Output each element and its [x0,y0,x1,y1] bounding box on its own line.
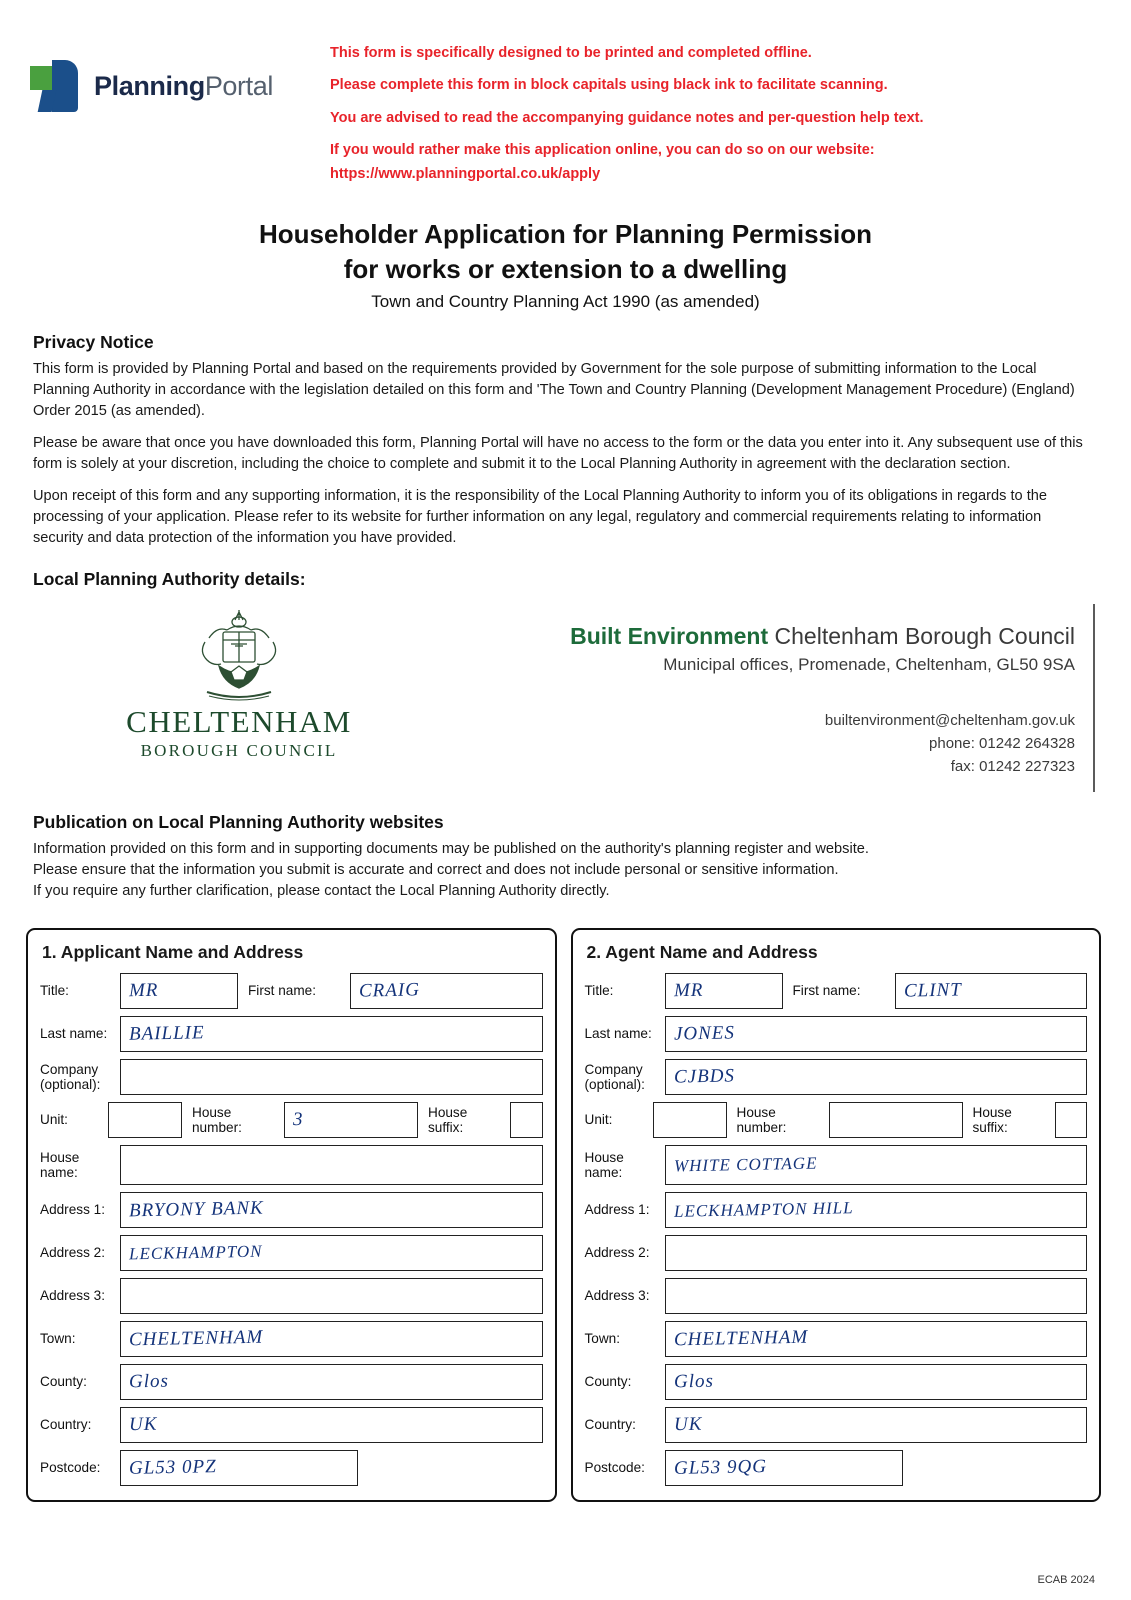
agent-house-number-input[interactable] [829,1102,963,1138]
agent-company-label [585,1062,665,1092]
agent-section [571,928,1102,1502]
applicant-postcode-row [40,1450,543,1486]
agent-postcode-row [585,1450,1088,1486]
agent-address1-label: Address 1: [584,1202,650,1218]
agent-county-label: County: [584,1374,632,1390]
notice-url[interactable]: https://www.planningportal.co.uk/apply [330,165,601,182]
lpa-phone: phone: 01242 264328 [929,735,1075,753]
publication-heading: Publication on Local Planning Authority websites [33,812,444,833]
applicant-country-value: UK [128,1413,158,1436]
agent-house-name-row [585,1145,1088,1185]
house-name-label [40,1150,120,1180]
agent-unit-label: Unit: [584,1112,613,1128]
applicant-address2-value: LECKHAMPTON [128,1241,263,1264]
applicant-unit-input[interactable] [108,1102,182,1138]
agent-address3-label: Address 3: [584,1288,650,1304]
agent-town-row [585,1321,1088,1357]
applicant-address2-row [40,1235,543,1271]
agent-house-number-label-line2: number: [736,1120,787,1136]
applicant-company-input[interactable] [120,1059,543,1095]
brand-name-light: Portal [204,70,273,101]
agent-address2-label: Address 2: [584,1245,650,1261]
name-address-sections [0,928,1131,1502]
lpa-email[interactable]: builtenvironment@cheltenham.gov.uk [824,711,1075,729]
first-name-label: First name: [248,983,316,999]
agent-postcode-value: GL53 9QG [673,1456,767,1480]
privacy-notice-heading: Privacy Notice [33,332,154,353]
applicant-town-input[interactable] [120,1321,543,1357]
applicant-address1-row [40,1192,543,1228]
agent-country-row [585,1407,1088,1443]
agent-house-name-label-line1: House [584,1149,624,1165]
address3-label: Address 3: [40,1288,105,1304]
unit-label: Unit: [40,1112,68,1128]
agent-last-name-input[interactable] [665,1016,1088,1052]
house-number-label [182,1105,284,1135]
page-title [0,217,1131,286]
notice-line-4: If you would rather make this application online, you can do so on our website: [330,142,875,159]
applicant-house-name-input[interactable] [120,1145,543,1185]
agent-county-row [585,1364,1088,1400]
agent-last-name-row [585,1016,1088,1052]
applicant-first-name-input[interactable] [350,973,543,1009]
agent-title-value: MR [673,979,704,1002]
lpa-details-block [33,604,1095,792]
applicant-address2-input[interactable] [120,1235,543,1271]
document-footer-code: ECAB 2024 [1037,1574,1095,1586]
agent-county-input[interactable] [665,1364,1088,1400]
page-title-line-2: for works or extension to a dwelling [343,253,788,284]
privacy-paragraph-2: Please be aware that once you have downloaded this form, Planning Portal will have no access to the form or the data you enter into it. Any subsequent use of this form is solely at your discretion, including the choice to complete and submit it to the Local Planning Authority in agreement with the declaration section. [33,435,1083,473]
applicant-unit-row [40,1102,543,1138]
agent-house-suffix-label [963,1105,1055,1135]
applicant-country-row [40,1407,543,1443]
company-label-line2: (optional): [40,1077,101,1093]
planning-portal-logo-icon [30,60,82,112]
crest-council-name: CHELTENHAM [126,704,352,740]
agent-address1-row [585,1192,1088,1228]
lpa-fax: fax: 01242 227323 [950,758,1075,776]
agent-house-name-input[interactable] [665,1145,1088,1185]
agent-section-title: 2. Agent Name and Address [586,942,818,963]
notice-line-3: You are advised to read the accompanying guidance notes and per-question help text. [330,109,924,126]
agent-first-name-input[interactable] [895,973,1088,1009]
applicant-address1-value: BRYONY BANK [128,1197,264,1222]
crest-council-sub: BOROUGH COUNCIL [140,740,338,760]
publication-paragraph-3: If you require any further clarification, please contact the Local Planning Authority directly. [33,883,610,900]
agent-first-name-label: First name: [792,983,861,999]
page-title-line-1: Householder Application for Planning Permission [259,219,872,250]
agent-country-input[interactable] [665,1407,1088,1443]
agent-address2-row [585,1235,1088,1271]
applicant-title-row [40,973,543,1009]
agent-house-suffix-label-line2: suffix: [972,1120,1008,1136]
county-label: County: [40,1374,87,1390]
house-number-label-line2: number: [192,1120,242,1136]
house-suffix-label-line2: suffix: [428,1120,464,1136]
agent-country-value: UK [673,1413,703,1436]
applicant-house-number-value: 3 [292,1108,304,1131]
title-label: Title: [40,983,69,999]
applicant-last-name-input[interactable] [120,1016,543,1052]
agent-town-input[interactable] [665,1321,1088,1357]
agent-postcode-input[interactable] [665,1450,903,1486]
privacy-paragraph-1: This form is provided by Planning Portal and based on the requirements provided by Government for the sole purpose of submitting information to the Local Planning Authority in accordance with the legislation detailed on this form and 'The Town and Country Planning (Development Management Procedure) (England) Order 2015 (as amended). [33,361,1075,420]
agent-address2-input[interactable] [665,1235,1088,1271]
house-suffix-label [418,1105,510,1135]
page-subtitle-act: Town and Country Planning Act 1990 (as amended) [371,292,760,312]
applicant-house-suffix-input[interactable] [510,1102,543,1138]
lpa-department: Built Environment [570,623,769,650]
postcode-label: Postcode: [40,1460,101,1476]
country-label: Country: [40,1417,92,1433]
company-label [40,1062,120,1092]
agent-town-label: Town: [584,1331,621,1347]
agent-last-name-label: Last name: [584,1026,652,1042]
applicant-title-value: MR [128,979,159,1002]
applicant-postcode-value: GL53 0PZ [128,1456,217,1479]
applicant-address1-input[interactable] [120,1192,543,1228]
print-notice [330,38,1071,195]
address2-label: Address 2: [40,1245,105,1261]
agent-title-row [585,973,1088,1009]
applicant-house-number-input[interactable] [284,1102,418,1138]
document-body [0,332,1131,902]
applicant-section [26,928,557,1502]
agent-address3-input[interactable] [665,1278,1088,1314]
agent-company-label-line2: (optional): [584,1077,645,1093]
agent-house-name-value: WHITE COTTAGE [673,1153,818,1176]
house-name-label-line2: name: [40,1165,78,1181]
company-label-line1: Company [40,1061,99,1077]
agent-unit-input[interactable] [653,1102,727,1138]
town-label: Town: [40,1331,76,1347]
applicant-company-row [40,1059,543,1095]
agent-house-suffix-label-line1: House [972,1104,1012,1120]
agent-house-number-label-line1: House [736,1104,776,1120]
notice-line-1: This form is specifically designed to be printed and completed offline. [330,45,812,61]
document-header [0,0,1131,195]
address1-label: Address 1: [40,1202,105,1218]
brand-wordmark [94,71,273,102]
applicant-country-input[interactable] [120,1407,543,1443]
agent-address3-row [585,1278,1088,1314]
applicant-address3-input[interactable] [120,1278,543,1314]
agent-title-label: Title: [584,983,614,999]
agent-house-number-label [727,1105,829,1135]
lpa-authority-line [439,622,1075,651]
lpa-crest-block [39,604,439,761]
agent-title-input[interactable] [665,973,783,1009]
house-suffix-label-line1: House [428,1104,468,1120]
applicant-last-name-value: BAILLIE [128,1022,205,1045]
publication-paragraph-2: Please ensure that the information you submit is accurate and correct and does not include personal or sensitive information. [33,862,839,879]
lpa-address: Municipal offices, Promenade, Cheltenham, GL50 9SA [663,654,1075,674]
applicant-county-input[interactable] [120,1364,543,1400]
agent-first-name-value: CLINT [903,979,962,1002]
agent-country-label: Country: [584,1417,636,1433]
applicant-county-row [40,1364,543,1400]
applicant-section-title: 1. Applicant Name and Address [42,942,304,963]
agent-county-value: Glos [673,1370,714,1393]
lpa-details-heading: Local Planning Authority details: [33,569,306,590]
cheltenham-crest-icon [179,608,299,704]
agent-unit-row [585,1102,1088,1138]
agent-address1-value: LECKHAMPTON HILL [673,1198,854,1221]
publication-paragraph-1: Information provided on this form and in supporting documents may be published on the authority's planning register and website. [33,841,869,858]
applicant-title-input[interactable] [120,973,238,1009]
agent-house-name-label-line2: name: [584,1165,623,1181]
agent-company-label-line1: Company [584,1061,643,1077]
agent-town-value: CHELTENHAM [673,1326,808,1351]
agent-last-name-value: JONES [673,1022,735,1045]
agent-house-suffix-input[interactable] [1055,1102,1088,1138]
planning-portal-brand [30,38,330,112]
house-name-label-line1: House [40,1149,80,1165]
agent-address1-input[interactable] [665,1192,1088,1228]
house-number-label-line1: House [192,1104,232,1120]
applicant-postcode-input[interactable] [120,1450,358,1486]
notice-line-2: Please complete this form in block capitals using black ink to facilitate scanning. [330,77,888,94]
agent-postcode-label: Postcode: [584,1460,645,1476]
applicant-last-name-row [40,1016,543,1052]
agent-house-name-label [585,1150,665,1180]
applicant-first-name-value: CRAIG [358,979,421,1002]
applicant-address3-row [40,1278,543,1314]
agent-company-input[interactable] [665,1059,1088,1095]
privacy-paragraph-3: Upon receipt of this form and any supporting information, it is the responsibility of the Local Planning Authority to inform you of its obligations in regards to the processing of your application. Please refer to its website for further information on any legal, regulatory and commercial requirements relating to information security and data protection of the information you have provided. [33,488,1048,547]
applicant-town-row [40,1321,543,1357]
applicant-house-name-row [40,1145,543,1185]
brand-name-bold: Planning [94,70,205,101]
lpa-contact-details [439,709,1075,779]
agent-company-value: CJBDS [673,1065,735,1088]
agent-company-row [585,1059,1088,1095]
lpa-council-name: Cheltenham Borough Council [774,623,1075,650]
applicant-town-value: CHELTENHAM [128,1326,264,1351]
lpa-contact-block [439,604,1095,792]
last-name-label: Last name: [40,1026,108,1042]
applicant-county-value: Glos [128,1370,170,1393]
